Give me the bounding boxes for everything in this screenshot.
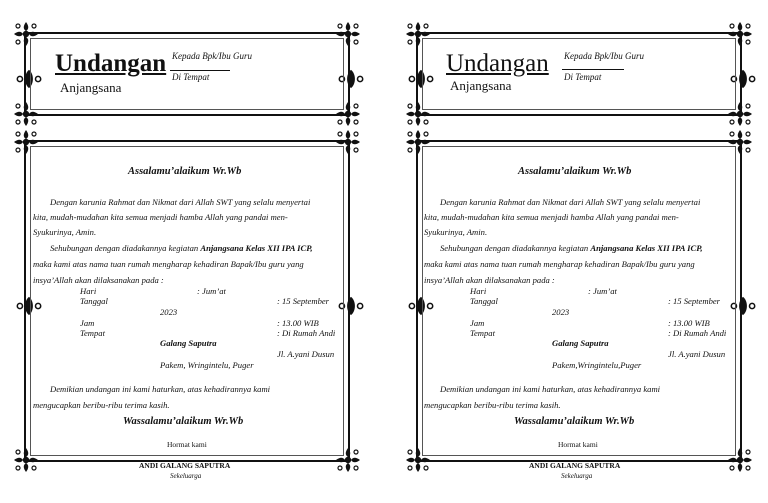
closing-line: mengucapkan beribu-ribu terima kasih. — [33, 400, 170, 410]
village-address: Pakem,Wringintelu,Puger — [552, 360, 642, 370]
jam-label: Jam — [470, 318, 485, 328]
hari-label: Hari — [80, 286, 97, 296]
closing-greeting: Wassalamu’alaikum Wr.Wb — [123, 416, 244, 427]
corner-ornament-icon — [727, 129, 753, 155]
invitation-title: Undangan — [446, 50, 549, 77]
signer-family: Sekeluarga — [561, 472, 593, 480]
side-ornament-icon — [338, 66, 358, 82]
corner-ornament-icon — [405, 101, 431, 127]
tempat-value: : Di Rumah Andi — [277, 328, 336, 338]
invitation-title: Undangan — [55, 50, 167, 77]
year-value: 2023 — [160, 307, 178, 317]
paragraph-line: kita, mudah-mudahan kita semua menjadi hamba Allah yang pandai men- — [33, 212, 288, 222]
closing-line: Demikian undangan ini kami haturkan, atas kehadirannya kami — [50, 384, 271, 394]
side-ornament-icon — [730, 66, 750, 82]
paragraph-line: insya’Allah akan dilaksanakan pada : — [424, 275, 555, 285]
jam-label: Jam — [80, 318, 95, 328]
corner-ornament-icon — [335, 447, 361, 473]
tempat-label: Tempat — [470, 328, 495, 338]
year-value: 2023 — [552, 307, 570, 317]
tanggal-label: Tanggal — [80, 296, 108, 306]
paragraph-line: maka kami atas nama tuan rumah mengharap kehadiran Bapak/Ibu guru yang — [33, 259, 304, 269]
corner-ornament-icon — [13, 101, 39, 127]
paragraph-line: Sehubungan dengan diadakannya kegiatan Anjangsana Kelas XII IPA ICP, — [440, 243, 703, 253]
corner-ornament-icon — [405, 129, 431, 155]
corner-ornament-icon — [13, 21, 39, 47]
side-ornament-icon — [408, 293, 428, 309]
paragraph-line: insya’Allah akan dilaksanakan pada : — [33, 275, 164, 285]
street-address: Jl. A.yani Dusun — [668, 349, 726, 359]
tanggal-value: : 15 September — [277, 296, 330, 306]
closing-line: Demikian undangan ini kami haturkan, atas kehadirannya kami — [440, 384, 661, 394]
side-ornament-icon — [16, 293, 36, 309]
paragraph-line: Sehubungan dengan diadakannya kegiatan Anjangsana Kelas XII IPA ICP, — [50, 243, 313, 253]
regards: Hormat kami — [167, 440, 207, 449]
corner-ornament-icon — [13, 447, 39, 473]
regards: Hormat kami — [558, 440, 598, 449]
tempat-label: Tempat — [80, 328, 105, 338]
invitation-card-right — [392, 0, 768, 503]
side-ornament-icon — [16, 66, 36, 82]
recipient-underline — [170, 70, 230, 71]
place-line: Di Tempat — [172, 72, 210, 82]
corner-ornament-icon — [727, 447, 753, 473]
paragraph-line: kita, mudah-mudahan kita semua menjadi hamba Allah yang pandai men- — [424, 212, 679, 222]
corner-ornament-icon — [405, 21, 431, 47]
corner-ornament-icon — [727, 101, 753, 127]
signer-name: ANDI GALANG SAPUTRA — [529, 461, 621, 470]
jam-value: : 13.00 WIB — [668, 318, 710, 328]
jam-value: : 13.00 WIB — [277, 318, 319, 328]
tanggal-value: : 15 September — [668, 296, 721, 306]
host-name: Galang Saputra — [552, 338, 609, 348]
corner-ornament-icon — [727, 21, 753, 47]
side-ornament-icon — [338, 293, 358, 309]
greeting: Assalamu’alaikum Wr.Wb — [128, 166, 242, 177]
closing-greeting: Wassalamu’alaikum Wr.Wb — [514, 416, 635, 427]
hari-label: Hari — [470, 286, 487, 296]
paragraph-line: Dengan karunia Rahmat dan Nikmat dari Allah SWT yang selalu menyertai — [50, 197, 311, 207]
side-ornament-icon — [408, 66, 428, 82]
recipient-underline — [562, 69, 624, 70]
tempat-value: : Di Rumah Andi — [668, 328, 727, 338]
corner-ornament-icon — [335, 129, 361, 155]
corner-ornament-icon — [335, 101, 361, 127]
street-address: Jl. A.yani Dusun — [277, 349, 335, 359]
invitation-subtitle: Anjangsana — [60, 80, 122, 95]
hari-value: : Jum’at — [588, 286, 617, 296]
recipient-line: Kepada Bpk/Ibu Guru — [172, 51, 252, 61]
side-ornament-icon — [730, 293, 750, 309]
place-line: Di Tempat — [564, 72, 602, 82]
hari-value: : Jum’at — [197, 286, 226, 296]
village-address: Pakem, Wringintelu, Puger — [160, 360, 254, 370]
paragraph-line: maka kami atas nama tuan rumah mengharap kehadiran Bapak/Ibu guru yang — [424, 259, 695, 269]
paragraph-line: Syukurinya, Amin. — [33, 227, 97, 237]
greeting: Assalamu’alaikum Wr.Wb — [518, 166, 632, 177]
host-name: Galang Saputra — [160, 338, 217, 348]
corner-ornament-icon — [405, 447, 431, 473]
invitation-subtitle: Anjangsana — [450, 78, 512, 93]
recipient-line: Kepada Bpk/Ibu Guru — [564, 51, 644, 61]
closing-line: mengucapkan beribu-ribu terima kasih. — [424, 400, 561, 410]
signer-family: Sekeluarga — [170, 472, 202, 480]
corner-ornament-icon — [335, 21, 361, 47]
tanggal-label: Tanggal — [470, 296, 498, 306]
paragraph-line: Dengan karunia Rahmat dan Nikmat dari Allah SWT yang selalu menyertai — [440, 197, 701, 207]
paragraph-line: Syukurinya, Amin. — [424, 227, 488, 237]
signer-name: ANDI GALANG SAPUTRA — [139, 461, 231, 470]
corner-ornament-icon — [13, 129, 39, 155]
